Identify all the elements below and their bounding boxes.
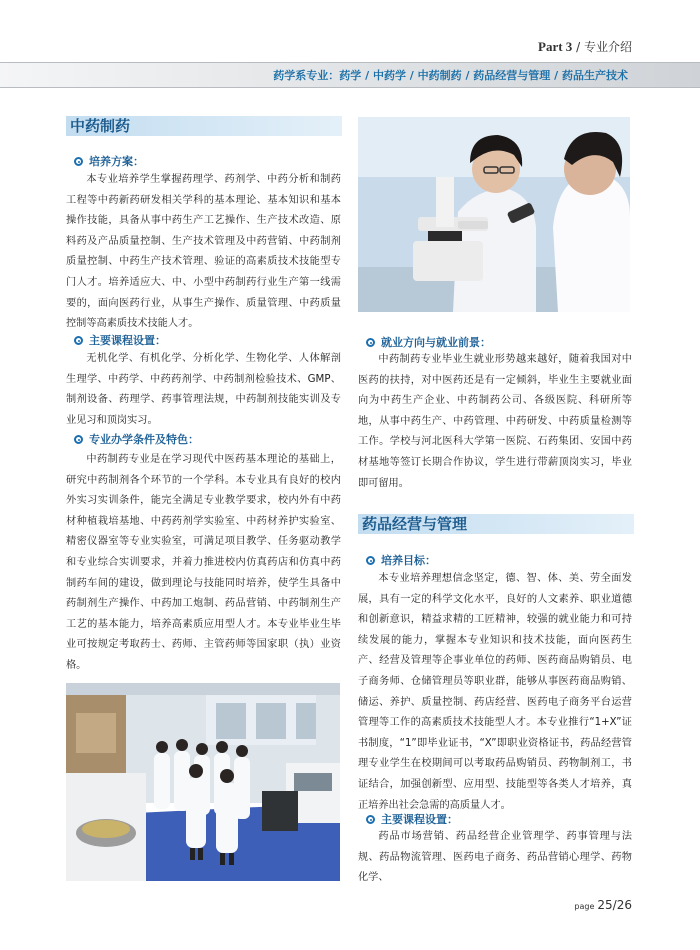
- yaopin-courses-heading-text: 主要课程设置：: [381, 813, 458, 826]
- courses-heading-text: 主要课程设置：: [89, 334, 166, 347]
- conditions-heading: [74, 431, 199, 449]
- page-number-value: 25/26: [597, 898, 632, 912]
- employment-text: 中药制药专业毕业生就业形势越来越好，随着我国对中医药的扶持，对中医药还是有一定倾斜，毕业生主要就业面向为中药生产企业、中药制药公司、各级医院、科研所等地，从事中药生产、中药管理、中药研发、中药质量检测等工作。学校与河北医科大学第一医院、石药集团、安国中药材基地等签订长期合作协议，学生进行带薪顶岗实习，毕业即可留用。: [358, 354, 632, 489]
- part-label: Part 3: [538, 39, 573, 54]
- circle-bullet-icon: [74, 435, 83, 444]
- circle-bullet-icon: [74, 157, 83, 166]
- goal-heading-text: 培养目标：: [381, 554, 436, 567]
- lab-students-photo: [66, 683, 340, 881]
- conditions-heading-text: 专业办学条件及特色：: [89, 433, 199, 446]
- section-title-yaopin: 药品经营与管理: [358, 514, 634, 534]
- section-label: / 专业介绍: [576, 40, 632, 54]
- goal-text: 本专业培养理想信念坚定，德、智、体、美、劳全面发展，具有一定的科学文化水平，良好的人文素养、职业道德和创新意识，精益求精的工匠精神，较强的就业能力和可持续发展的能力，掌握本专业知识和技术技能，面向医药生产、经营及管理等企事业单位的药师、医药商品购销员、电子商务师、仓储管理员等职业群，能够从事医药商品购销、储运、养护、质量控制、药店经营、医药电子商务平台运营管理等工作的高素质技术技能型人才。本专业推行“1+X”证书制度，“1”即毕业证书，“X”即职业资格证书，药品经营管理专业学生在校期间可以考取药品购销员、药物制剂工，书证结合，加强创新型、应用型、技能型等各类人才培养，真正培养出社会急需的高质量人才。: [358, 573, 632, 811]
- section-title-zhongyao: 中药制药: [66, 116, 342, 136]
- circle-bullet-icon: [366, 338, 375, 347]
- page-header: [538, 38, 632, 55]
- microscope-illustration: [358, 117, 630, 312]
- page-label: page: [574, 902, 595, 911]
- courses-text: 无机化学、有机化学、分析化学、生物化学、人体解剖生理学、中药学、中药药剂学、中药制剂检验技术、GMP、制剂设备、药理学、药事管理法规，中药制剂技能实训及专业见习和顶岗实习。: [66, 353, 341, 426]
- circle-bullet-icon: [366, 556, 375, 565]
- courses-heading: [74, 332, 166, 350]
- circle-bullet-icon: [366, 815, 375, 824]
- majors-banner: [0, 62, 700, 88]
- microscope-photo: [358, 117, 630, 312]
- conditions-text: 中药制药专业是在学习现代中医药基本理论的基础上，研究中药制剂各个环节的一个学科。本专业具有良好的校内外实习实训条件，能完全满足专业教学要求，校内外有中药材种植栽培基地、中药药剂学实验室、中药材养护实验室、精密仪器室等专业实验室，可满足项目教学、任务驱动教学和专业综合实训要求，并着力推进校内仿真药店和仿真中药制药车间的建设，做到理论与技能同时培养，使学生具备中药制剂生产操作、中药加工炮制、药品营销、中药制剂生产工艺的基本能力，培养高素质应用型人才。本专业毕业生毕业可按规定考取药士、药师、主管药师等国家职（执）业资格。: [66, 454, 341, 671]
- circle-bullet-icon: [74, 336, 83, 345]
- employment-heading-text: 就业方向与就业前景：: [381, 336, 491, 349]
- goal-heading: [366, 552, 436, 570]
- page-number: [574, 898, 632, 912]
- training-text: 本专业培养学生掌握药理学、药剂学、中药分析和制药工程等中药新药研发相关学科的基本理论、基本知识和基本操作技能，具备从事中药生产工艺操作、生产技术改造、原料药及产品质量控制、生产技术管理及中药营销、中药制剂质量控制、中药生产技术管理、验证的高素质技术技能型专门人才。培养适应大、中、小型中药制药行业生产第一线需要的，面向医药行业，从事生产操作、质量管理、中药质量控制等高素质技术技能人才。: [66, 174, 341, 330]
- yaopin-courses-text: 药品市场营销、药品经营企业管理学、药事管理与法规、药品物流管理、医药电子商务、药品营销心理学、药物化学、: [358, 831, 632, 884]
- majors-list: 药学系专业：药学 / 中药学 / 中药制药 / 药品经营与管理 / 药品生产技术: [273, 69, 628, 82]
- lab-students-illustration: [66, 683, 340, 881]
- training-heading-text: 培养方案：: [89, 155, 144, 168]
- training-heading: [74, 153, 144, 171]
